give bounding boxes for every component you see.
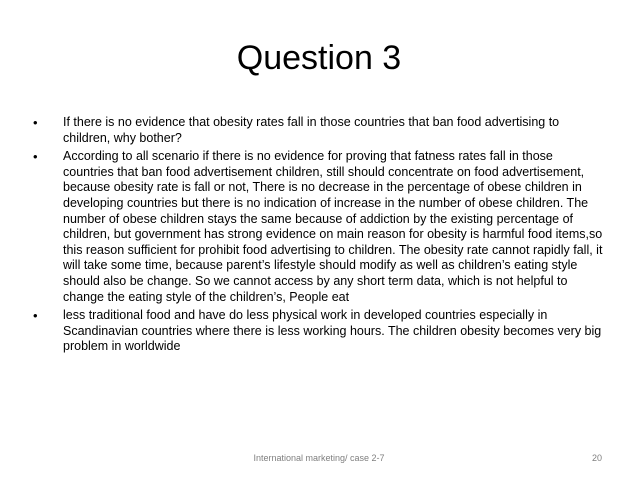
bullet-marker: •	[33, 308, 38, 324]
bullet-text: If there is no evidence that obesity rates fall in those countries that ban food advertising to children, why bother?	[63, 115, 560, 145]
footer-label: International marketing/ case 2-7	[253, 453, 385, 463]
bullet-item-1	[33, 115, 603, 146]
bullet-text: According to all scenario if there is no evidence for proving that fatness rates fall in those countries that ban food advertisement children, still should concentrate on food advertisement, because obesity rate is fall or not, There is no decrease in the percentage of obese children in developing countries but there is no indication of increase in the number of obese children. The number of obese children stays the same because of addiction by the existing percentage of children, but government has strong evidence on main reason for obesity is harmful food items,so this reason sufficient for prohibit food advertising to children. The obesity rate cannot rapidly fall, it will take some time, because parent’s lifestyle should modify as well as children’s eating style should also be change. So we cannot access by any short term data, which is not helpful to change the eating style of the children’s, People eat	[63, 149, 603, 304]
bullet-marker: •	[33, 115, 38, 130]
bullet-item-3	[33, 308, 603, 355]
bullet-list	[33, 115, 603, 358]
bullet-item-2	[33, 149, 603, 305]
bullet-text: less traditional food and have do less physical work in developed countries especially in Scandinavian countries where there is less working hours. The children obesity becomes very big problem in worldwide	[63, 308, 602, 354]
slide-title: Question 3	[236, 39, 402, 77]
bullet-marker: •	[33, 149, 38, 165]
page-number: 20	[591, 453, 602, 463]
